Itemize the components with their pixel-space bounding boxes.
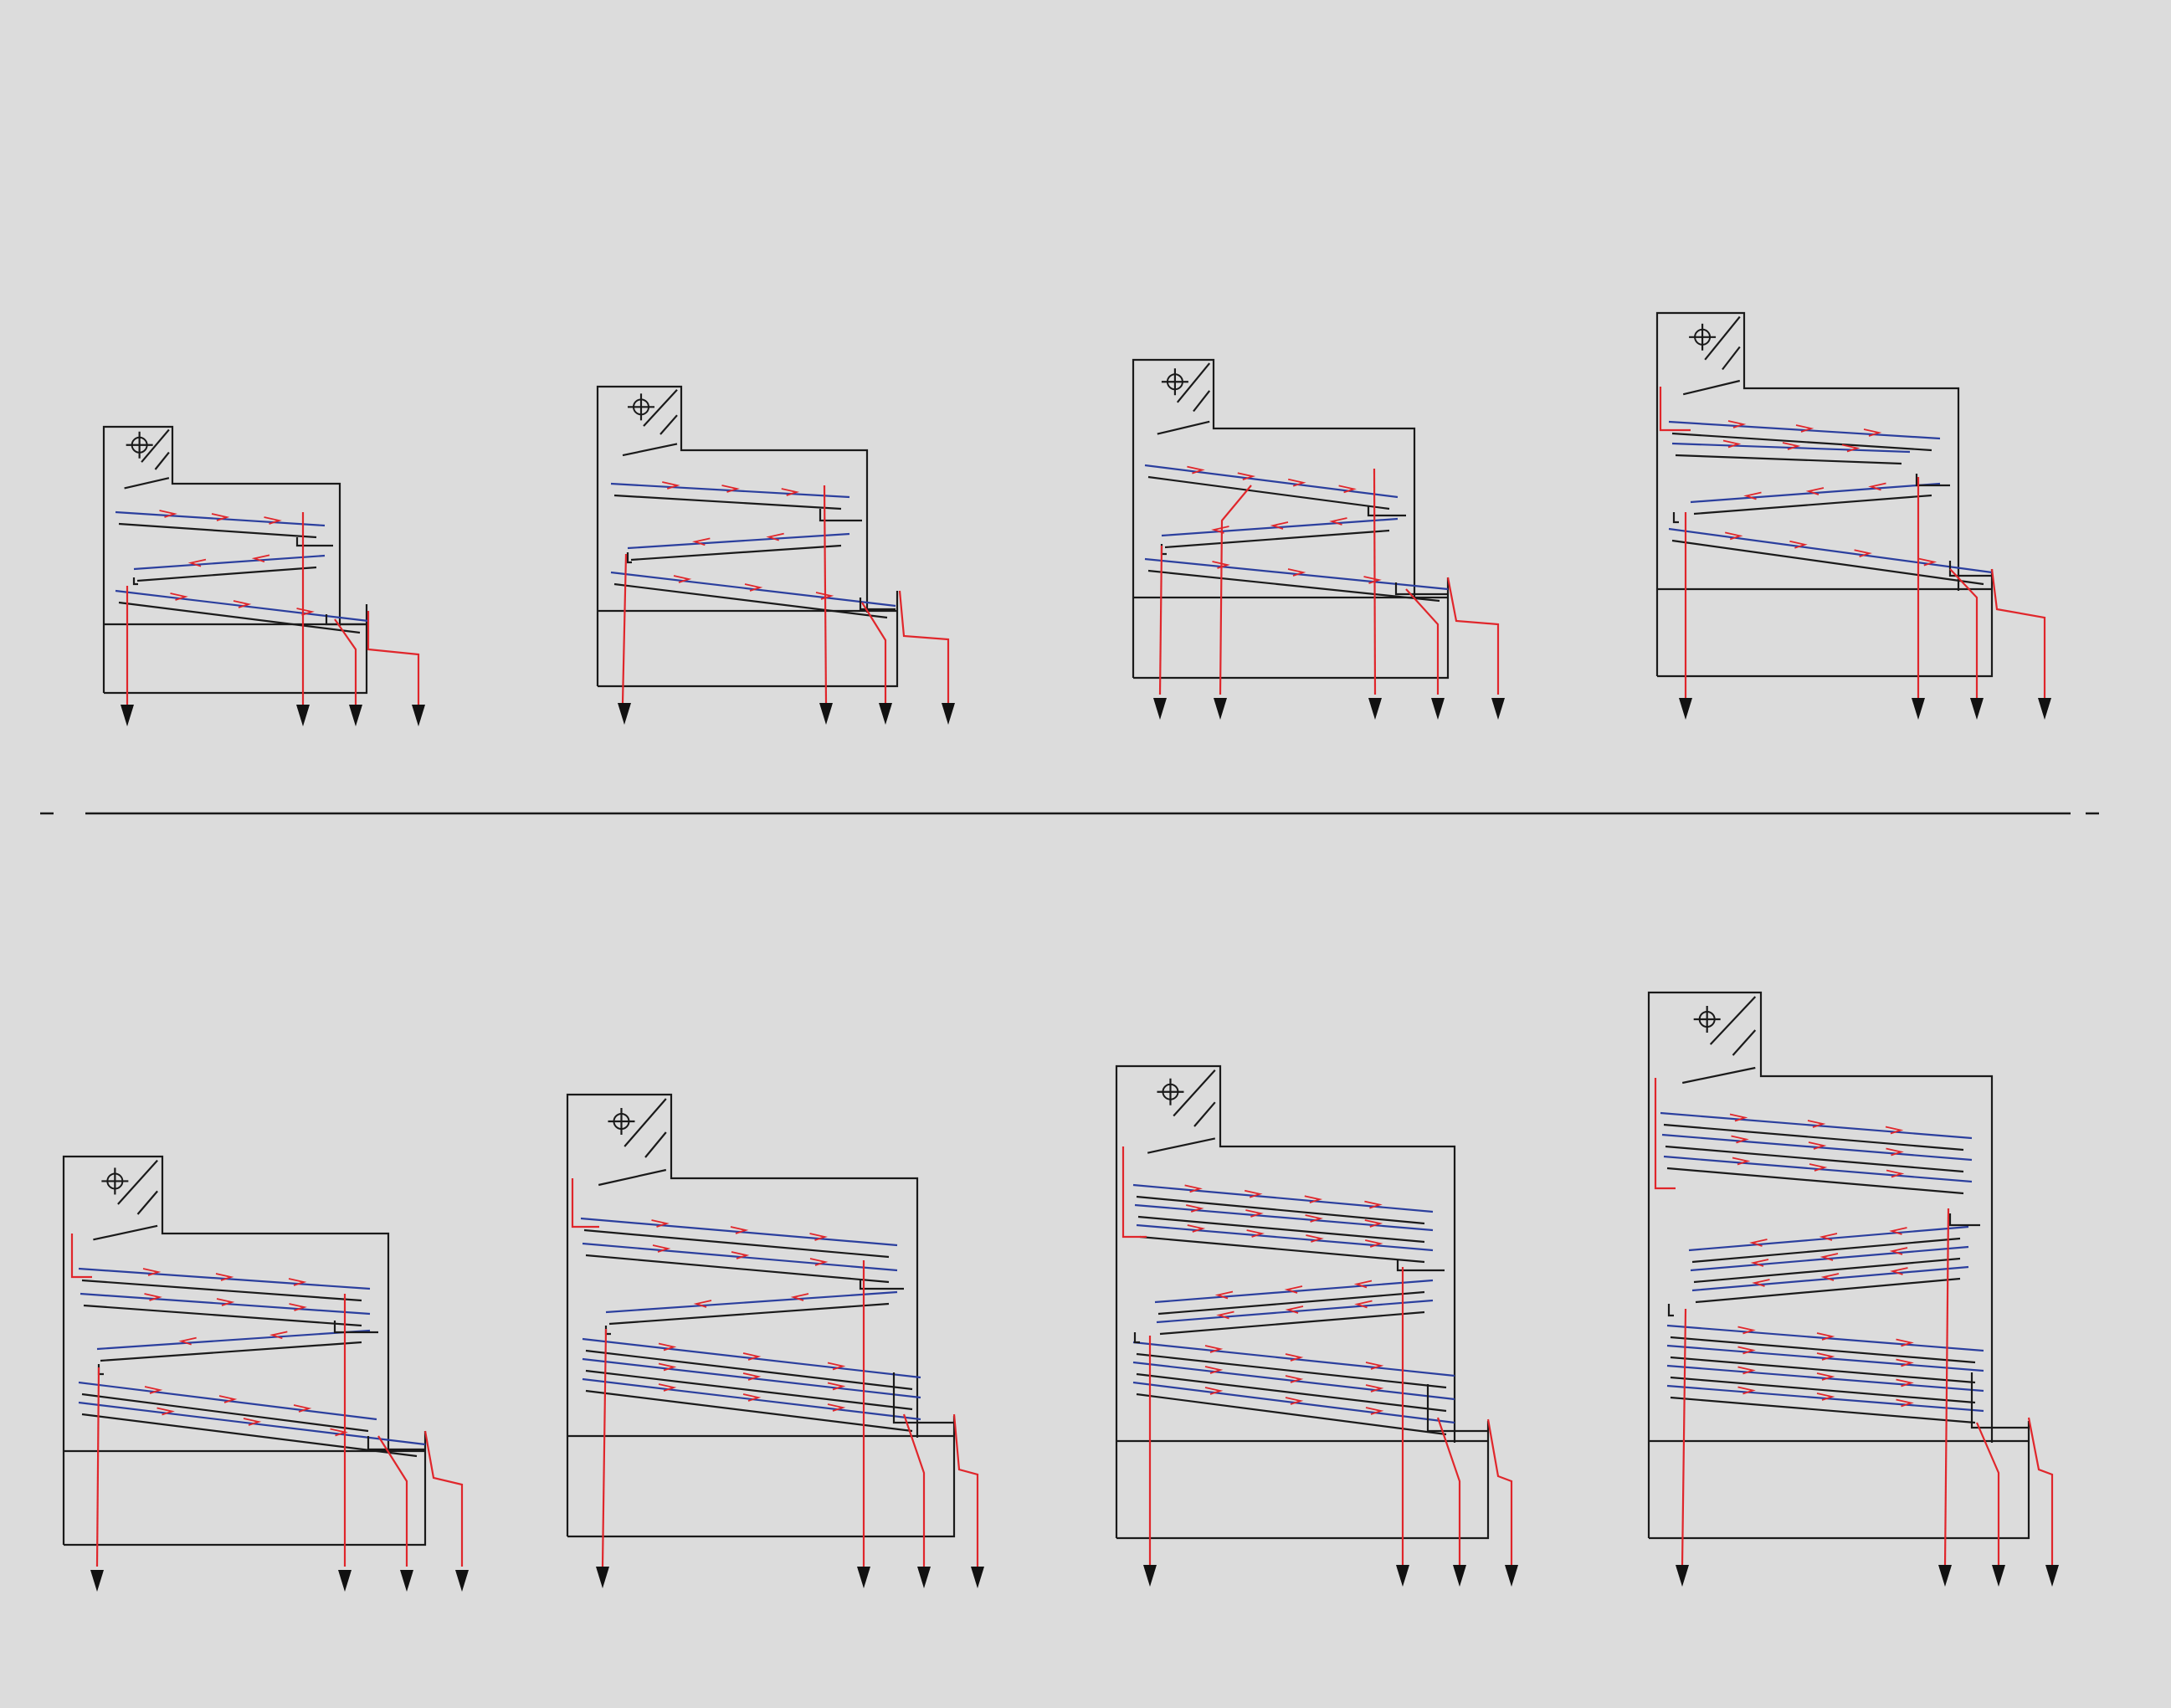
discharge-lip (894, 1372, 954, 1423)
feed-deflector (93, 1226, 157, 1240)
outlet-arrow-icon (1491, 698, 1505, 720)
housing-top (1133, 360, 1414, 599)
screen-mesh-bottom-3-0 (1133, 1185, 1433, 1212)
outlet-arrow-icon (1453, 1565, 1466, 1587)
discharge-lip (628, 552, 632, 562)
outlet-arrow-icon (296, 705, 310, 726)
material-flow-4 (1992, 569, 2045, 698)
deck-plate-top-2-0 (614, 495, 841, 509)
deck-plate-bottom-3-0 (1137, 1197, 1424, 1223)
hopper-chute-inner (156, 453, 169, 469)
material-flow-4 (1448, 577, 1498, 695)
outlet-arrow-icon (2045, 1565, 2059, 1587)
hopper-chute-inner (138, 1191, 158, 1214)
hopper-chute-inner (1733, 1030, 1756, 1055)
deck-plate-top-4-2 (1694, 495, 1932, 514)
material-flow-3 (378, 1436, 407, 1567)
outlet-arrow-icon (596, 1567, 609, 1588)
feed-deflector (1157, 422, 1209, 434)
deck-plate-bottom-1-2 (100, 1342, 362, 1361)
deck-plate-bottom-1-4 (82, 1414, 417, 1456)
deck-plate-bottom-1-1 (84, 1305, 362, 1326)
hopper-chute-inner (1194, 1102, 1215, 1126)
material-flow-2 (1374, 469, 1375, 695)
machine-top-3 (1133, 360, 1505, 720)
deck-plate-top-2-1 (631, 546, 841, 560)
feed-deflector (1147, 1138, 1215, 1152)
housing-bottom (1116, 1421, 1488, 1538)
screen-mesh-top-1-1 (134, 556, 325, 569)
material-flow-1 (824, 485, 826, 703)
material-flow-4 (2029, 1418, 2052, 1567)
deck-plate-top-4-1 (1676, 455, 1902, 464)
machine-bottom-3 (1116, 1066, 1518, 1587)
housing-bottom (567, 1416, 954, 1536)
screen-mesh-bottom-1-2 (97, 1331, 370, 1349)
outlet-arrow-icon (857, 1567, 870, 1588)
outlet-arrow-icon (90, 1570, 104, 1592)
deck-plate-bottom-4-2 (1667, 1168, 1963, 1193)
outlet-arrow-icon (618, 703, 631, 725)
feed-inlet-crosshair-icon (1689, 324, 1716, 351)
outlet-arrow-icon (1214, 698, 1227, 720)
outlet-arrow-icon (819, 703, 833, 725)
discharge-lip (1972, 1372, 2029, 1428)
hopper-chute-inner (645, 1132, 666, 1157)
material-flow-1 (603, 1329, 606, 1567)
housing-bottom (1649, 1421, 2029, 1538)
housing-bottom (64, 1431, 425, 1545)
outlet-arrow-icon (349, 705, 362, 726)
housing-top (1657, 313, 1958, 591)
material-flow-1 (97, 1367, 99, 1567)
feed-inlet-crosshair-icon (101, 1167, 128, 1194)
housing-bottom (1657, 569, 1992, 676)
deck-plate-bottom-3-2 (1140, 1237, 1424, 1262)
feed-deflector (598, 1170, 666, 1185)
deck-plate-top-4-3 (1672, 541, 1984, 584)
screen-mesh-bottom-2-2 (606, 1292, 897, 1312)
outlet-arrow-icon (1143, 1565, 1157, 1587)
material-flow-0 (1160, 546, 1162, 695)
deck-plate-top-1-1 (137, 567, 316, 581)
outlet-arrow-icon (1992, 1565, 2005, 1587)
deck-plate-bottom-2-2 (609, 1304, 889, 1324)
outlet-arrow-icon (1431, 698, 1445, 720)
material-flow-3 (904, 1414, 924, 1567)
deck-plate-bottom-4-0 (1664, 1125, 1963, 1150)
machine-top-2 (598, 387, 955, 725)
material-flow-0 (1123, 1146, 1147, 1237)
feed-inlet-crosshair-icon (1157, 1079, 1183, 1105)
outlet-arrow-icon (1938, 1565, 1952, 1587)
outlet-arrow-icon (121, 705, 134, 726)
outlet-arrow-icon (2038, 698, 2051, 720)
outlet-arrow-icon (971, 1567, 984, 1588)
housing-top (598, 387, 867, 613)
feed-inlet-crosshair-icon (1694, 1006, 1721, 1033)
screen-mesh-top-2-1 (628, 534, 849, 548)
outlet-arrow-icon (879, 703, 892, 725)
deck-plate-bottom-2-1 (586, 1255, 889, 1282)
material-flow-0 (1655, 1078, 1676, 1188)
deck-plate-top-1-0 (119, 524, 316, 537)
outlet-arrow-icon (338, 1570, 352, 1592)
hopper-chute-inner (660, 415, 677, 434)
material-flow-2 (335, 619, 356, 710)
outlet-arrow-icon (1679, 698, 1692, 720)
outlet-arrow-icon (1396, 1565, 1409, 1587)
outlet-arrow-icon (942, 703, 955, 725)
outlet-arrow-icon (1505, 1565, 1518, 1587)
machine-top-4 (1657, 313, 2051, 720)
outlet-arrow-icon (1153, 698, 1167, 720)
machine-top-1 (104, 427, 425, 726)
machine-bottom-1 (64, 1157, 469, 1592)
housing-top (567, 1095, 917, 1438)
outlet-arrow-icon (1912, 698, 1925, 720)
deck-plate-bottom-4-5 (1696, 1279, 1960, 1302)
deck-plate-bottom-4-1 (1665, 1146, 1963, 1172)
discharge-lip (820, 509, 862, 521)
material-flow-3 (1438, 1418, 1460, 1567)
material-flow-0 (72, 1234, 92, 1277)
feed-deflector (623, 444, 677, 455)
hopper-chute-inner (1193, 391, 1209, 412)
hopper-chute-inner (1722, 347, 1740, 370)
feed-deflector (1682, 1068, 1755, 1083)
material-flow-4 (425, 1431, 462, 1567)
feed-inlet-crosshair-icon (1162, 368, 1188, 395)
material-flow-3 (900, 591, 948, 703)
outlet-arrow-icon (455, 1570, 469, 1592)
discharge-lip (1428, 1384, 1488, 1431)
feed-inlet-crosshair-icon (628, 393, 654, 420)
screen-mesh-top-4-3 (1669, 529, 1992, 572)
discharge-lip (1669, 1304, 1674, 1316)
outlet-arrow-icon (1676, 1565, 1689, 1587)
machine-bottom-4 (1649, 992, 2059, 1587)
material-flow-4 (954, 1414, 978, 1567)
material-flow-4 (1488, 1419, 1511, 1567)
outlet-arrow-icon (1970, 698, 1984, 720)
machines-layer (64, 313, 2059, 1592)
screen-mesh-bottom-3-1 (1135, 1205, 1433, 1230)
housing-bottom (1133, 577, 1448, 678)
outlet-arrow-icon (1368, 698, 1382, 720)
outlet-arrow-icon (917, 1567, 931, 1588)
housing-top (1649, 992, 1992, 1443)
material-flow-3 (1977, 1423, 1999, 1567)
machine-bottom-2 (567, 1095, 984, 1588)
outlet-arrow-icon (400, 1570, 413, 1592)
discharge-lip (1135, 1332, 1140, 1342)
feed-inlet-crosshair-icon (608, 1108, 634, 1135)
feed-deflector (125, 478, 169, 488)
discharge-lip (335, 1321, 378, 1332)
outlet-arrow-icon (412, 705, 425, 726)
deck-plate-bottom-3-4 (1160, 1312, 1424, 1334)
discharge-lip (1674, 512, 1679, 522)
deck-plate-bottom-4-9 (1671, 1398, 1975, 1423)
material-flow-0 (623, 554, 626, 703)
housing-bottom (598, 591, 897, 686)
deck-plate-bottom-3-7 (1137, 1394, 1446, 1434)
material-flow-3 (368, 611, 418, 710)
material-flow-1 (1220, 485, 1251, 695)
discharge-lip (1950, 1213, 1980, 1225)
feed-deflector (1683, 381, 1740, 394)
